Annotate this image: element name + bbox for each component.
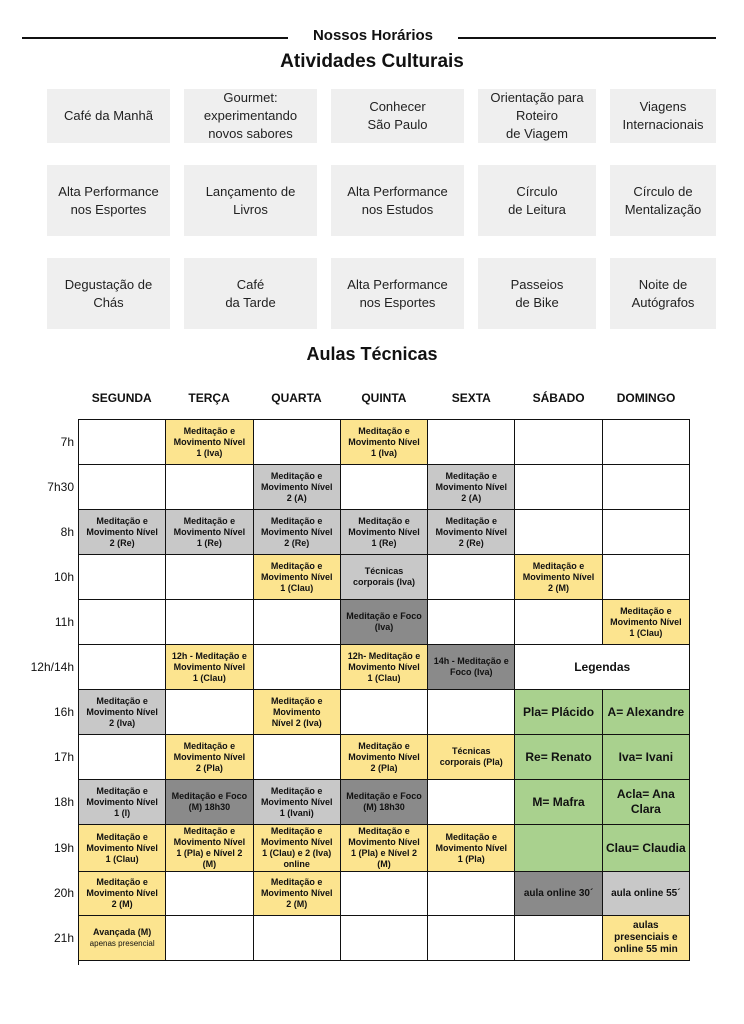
activity-card: Lançamento de Livros	[184, 165, 317, 236]
schedule-cell: Meditação e Movimento Nível 1 (Pla) e Nível 2 (M)	[341, 825, 428, 872]
schedule-grid	[78, 419, 690, 965]
schedule-cell	[515, 600, 602, 645]
legend-item: M= Mafra	[515, 780, 602, 825]
schedule-cell	[428, 872, 515, 916]
schedule-cell	[79, 916, 166, 961]
time-label: 10h	[53, 569, 74, 584]
schedule-cell	[79, 735, 166, 780]
legend-item: aula online 30´	[515, 872, 602, 916]
day-header: TERÇA	[188, 391, 230, 405]
time-label: 17h	[53, 749, 74, 764]
activity-card: Alta Performance nos Estudos	[331, 165, 464, 236]
schedule-cell	[166, 872, 253, 916]
time-label: 7h	[60, 434, 74, 449]
legend-item	[515, 825, 602, 872]
schedule-cell: 12h - Meditação e Movimento Nível 1 (Clau)	[166, 645, 253, 690]
activity-card: Gourmet: experimentando novos sabores	[184, 89, 317, 143]
schedule-cell: Meditação e Movimento Nível 1 (Re)	[341, 510, 428, 555]
schedule-cell-title: Avançada (M)	[93, 927, 152, 937]
activity-card: Orientação para Roteiro de Viagem	[478, 89, 596, 143]
schedule-cell: Meditação e Movimento Nível 2 (Pla)	[166, 735, 253, 780]
day-header: SEGUNDA	[91, 391, 152, 405]
legend-item: A= Alexandre	[603, 690, 690, 735]
schedule-cell: Meditação e Movimento Nível 2 (Re)	[428, 510, 515, 555]
schedule-cell	[428, 600, 515, 645]
activity-card: Café da Tarde	[184, 258, 317, 329]
schedule-cell: Meditação e Foco (M) 18h30	[166, 780, 253, 825]
schedule-cell: Meditação e Movimento Nível 1 (Pla) e Nível 2 (M)	[166, 825, 253, 872]
day-header: DOMINGO	[616, 391, 676, 405]
schedule-cell	[341, 916, 428, 961]
time-label: 11h	[54, 614, 74, 629]
schedule-cell	[254, 645, 341, 690]
page-title: Atividades Culturais	[280, 51, 464, 72]
time-label: 7h30	[47, 479, 74, 494]
schedule-cell: Técnicas corporais (Iva)	[341, 555, 428, 600]
schedule-cell	[341, 872, 428, 916]
schedule-cell	[428, 916, 515, 961]
schedule-cell	[515, 916, 602, 961]
activities-grid	[47, 89, 718, 329]
schedule-cell: Meditação e Movimento Nível 1 (Ivani)	[254, 780, 341, 825]
legend-item: aula online 55´	[603, 872, 690, 916]
schedule-cell	[166, 555, 253, 600]
header-divider-right	[458, 37, 716, 39]
schedule-cell: Técnicas corporais (Pla)	[428, 735, 515, 780]
activity-card: Conhecer São Paulo	[331, 89, 464, 143]
activity-card: Viagens Internacionais	[610, 89, 716, 143]
schedule-cell-note: apenas presencial	[89, 939, 155, 948]
schedule-cell: Meditação e Movimento Nível 1 (Pla)	[428, 825, 515, 872]
day-headers	[78, 391, 690, 409]
schedule-cell: Meditação e Movimento Nível 1 (Clau)	[79, 825, 166, 872]
schedule-cell: Meditação e Movimento Nível 1 (Re)	[166, 510, 253, 555]
activity-card: Degustação de Chás	[47, 258, 170, 329]
legend-item: Pla= Plácido	[515, 690, 602, 735]
schedule-cell: Meditação e Movimento Nível 2 (M)	[254, 872, 341, 916]
time-label: 19h	[53, 840, 74, 855]
schedule-cell: Meditação e Movimento Nível 2 (M)	[515, 555, 602, 600]
schedule-cell: Meditação e Movimento Nível 1 (Clau) e 2 (Iva) online	[254, 825, 341, 872]
schedule-cell	[166, 600, 253, 645]
schedule-cell	[79, 600, 166, 645]
schedule-cell: Meditação e Movimento Nível 2 (Iva)	[79, 690, 166, 735]
schedule-cell	[79, 645, 166, 690]
schedule-cell	[254, 916, 341, 961]
schedule-cell	[341, 690, 428, 735]
schedule-cell	[79, 420, 166, 465]
schedule-cell: Meditação e Movimento Nível 1 (Iva)	[341, 420, 428, 465]
legend-item: aulas presenciais e online 55 min	[603, 916, 690, 961]
schedule-cell	[79, 555, 166, 600]
time-label: 20h	[53, 886, 74, 900]
schedule-cell	[428, 555, 515, 600]
schedule-cell: Meditação e Movimento Nível 1 (Clau)	[254, 555, 341, 600]
time-label: 16h	[53, 704, 74, 719]
schedule-cell: Meditação e Movimento Nível 2 (A)	[254, 465, 341, 510]
legend-item: Acla= Ana Clara	[603, 780, 690, 825]
schedule-cell: Meditação e Movimento Nível 1 (Iva)	[166, 420, 253, 465]
schedule-title: Aulas Técnicas	[306, 344, 438, 364]
header-divider-left	[22, 37, 288, 39]
schedule-cell	[515, 510, 602, 555]
time-label: 12h/14h	[30, 659, 74, 674]
schedule-cell	[166, 465, 253, 510]
time-column	[20, 419, 76, 960]
legend-title: Legendas	[515, 645, 690, 690]
time-label: 21h	[53, 930, 74, 945]
schedule-cell: Meditação e Movimento Nível 2 (M)	[79, 872, 166, 916]
activity-card: Círculo de Mentalização	[610, 165, 716, 236]
schedule-cell: Meditação e Movimento Nível 2 (Pla)	[341, 735, 428, 780]
schedule-cell	[428, 780, 515, 825]
schedule-cell: 12h- Meditação e Movimento Nível 1 (Clau)	[341, 645, 428, 690]
schedule-cell	[428, 690, 515, 735]
schedule-cell: Meditação e Movimento Nível 2 (Re)	[254, 510, 341, 555]
legend-item: Clau= Claudia	[603, 825, 690, 872]
schedule-cell	[254, 420, 341, 465]
activity-card: Noite de Autógrafos	[610, 258, 716, 329]
activity-card: Círculo de Leitura	[478, 165, 596, 236]
schedule-cell: Meditação e Foco (Iva)	[341, 600, 428, 645]
activity-card: Alta Performance nos Esportes	[47, 165, 170, 236]
schedule-cell	[166, 916, 253, 961]
schedule-cell	[603, 420, 690, 465]
schedule-cell	[79, 465, 166, 510]
schedule-cell: Meditação e Movimento Nível 2 (Re)	[79, 510, 166, 555]
page-subtitle: Nossos Horários	[312, 27, 434, 44]
schedule-cell	[515, 420, 602, 465]
day-header: SÁBADO	[532, 391, 585, 405]
schedule-cell	[515, 465, 602, 510]
legend-item: Re= Renato	[515, 735, 602, 780]
legend-item: Iva= Ivani	[603, 735, 690, 780]
activity-card: Alta Performance nos Esportes	[331, 258, 464, 329]
activity-card: Passeios de Bike	[478, 258, 596, 329]
time-label: 8h	[60, 524, 74, 539]
schedule-cell	[341, 465, 428, 510]
time-label: 18h	[53, 794, 74, 809]
schedule-cell	[254, 600, 341, 645]
day-header: QUINTA	[361, 391, 407, 405]
schedule-cell: 14h - Meditação e Foco (Iva)	[428, 645, 515, 690]
schedule-cell: Meditação e Movimento Nível 2 (A)	[428, 465, 515, 510]
schedule-cell: Meditação e Movimento Nível 1 (I)	[79, 780, 166, 825]
schedule-cell: Meditação e Movimento Nível 1 (Clau)	[603, 600, 690, 645]
schedule-cell: Meditação e Movimento Nível 2 (Iva)	[254, 690, 341, 735]
schedule-cell: Meditação e Foco (M) 18h30	[341, 780, 428, 825]
schedule-cell	[166, 690, 253, 735]
header-row	[0, 26, 744, 50]
schedule-cell	[428, 420, 515, 465]
activity-card: Café da Manhã	[47, 89, 170, 143]
schedule-cell	[254, 735, 341, 780]
schedule-cell	[603, 465, 690, 510]
schedule-cell	[603, 510, 690, 555]
day-header: QUARTA	[271, 391, 322, 405]
schedule-cell	[603, 555, 690, 600]
day-header: SEXTA	[451, 391, 491, 405]
